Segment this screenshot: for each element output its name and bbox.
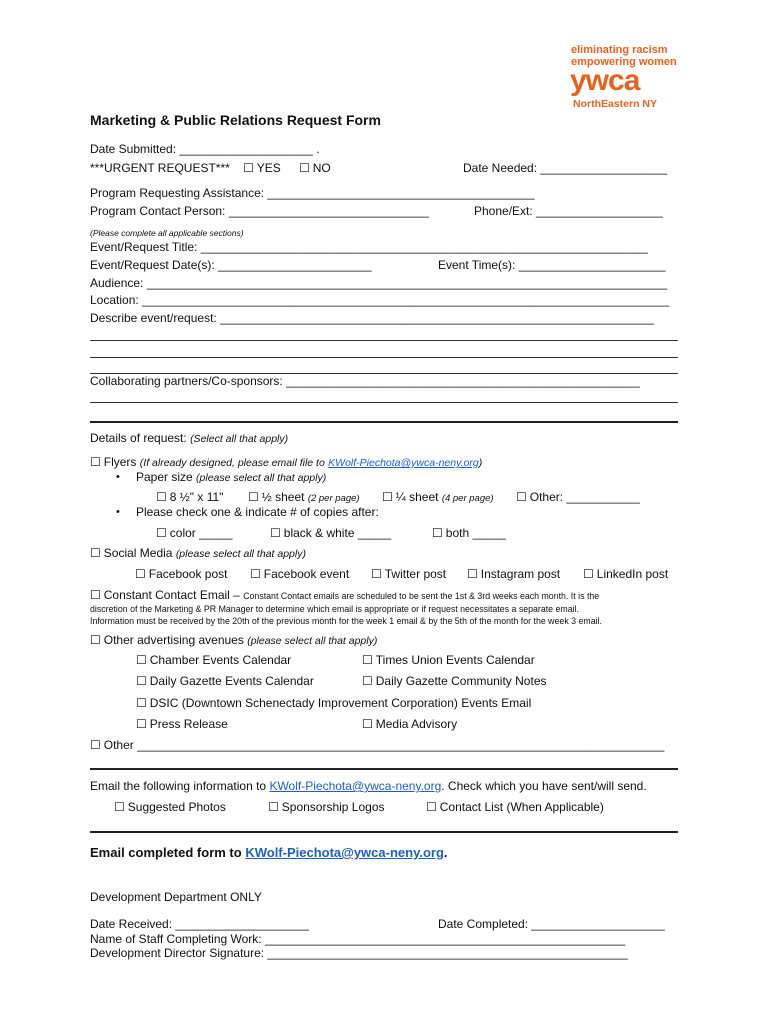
size-half-checkbox[interactable]: ☐ ½ sheet (2 per page): [248, 490, 360, 504]
email-completed-form: Email completed form to KWolf-Piechota@ywca-neny.org.: [90, 845, 448, 860]
details-heading: Details of request: (Select all that apply): [90, 431, 289, 445]
other-advertising-option[interactable]: ☐ Other advertising avenues (please select all that apply): [90, 633, 377, 647]
size-other-checkbox[interactable]: ☐ Other: ___________: [516, 490, 640, 504]
phone-field[interactable]: Phone/Ext: ___________________: [474, 204, 663, 218]
constant-contact-note: Information must be received by the 20th of the previous month for the week 1 email & by the 5th of the month for the week 3 email.: [90, 616, 602, 626]
other-advertising-checkbox[interactable]: ☐ Other advertising avenues: [90, 633, 244, 647]
constant-contact-option[interactable]: ☐ Constant Contact Email – Constant Contact emails are scheduled to be sent the 1st & 3rd weeks each month. It is the: [90, 588, 599, 602]
dsic-checkbox[interactable]: ☐ DSIC (Downtown Schenectady Improvement Corporation) Events Email: [136, 696, 531, 710]
email-link[interactable]: KWolf-Piechota@ywca-neny.org: [245, 845, 444, 860]
staff-name-field[interactable]: Name of Staff Completing Work: ______________________________________________________: [90, 932, 626, 946]
dev-department-heading: Development Department ONLY: [90, 890, 262, 904]
event-times-field[interactable]: Event Time(s): ______________________: [438, 258, 666, 272]
size-letter-checkbox[interactable]: ☐ 8 ½" x 11": [156, 490, 223, 504]
flyers-checkbox[interactable]: ☐ Flyers: [90, 455, 136, 469]
email-instructions: Email the following information to KWolf-Piechota@ywca-neny.org. Check which you have sent/will send.: [90, 779, 647, 793]
facebook-post-checkbox[interactable]: ☐ Facebook post: [135, 567, 227, 581]
suggested-photos-checkbox[interactable]: ☐ Suggested Photos: [114, 800, 226, 814]
constant-contact-checkbox[interactable]: ☐ Constant Contact Email –: [90, 588, 240, 602]
constant-contact-note: discretion of the Marketing & PR Manager to determine which email is appropriate or if request necessitates a separate email.: [90, 604, 579, 614]
urgent-yes-checkbox[interactable]: ☐ YES: [243, 161, 281, 175]
section-divider: [90, 768, 678, 770]
describe-line[interactable]: [90, 357, 678, 358]
instagram-post-checkbox[interactable]: ☐ Instagram post: [467, 567, 560, 581]
describe-field[interactable]: Describe event/request: _________________________________________________________________: [90, 311, 654, 325]
flyers-option[interactable]: ☐ Flyers (If already designed, please email file to KWolf-Piechota@ywca-neny.org): [90, 455, 482, 469]
twitter-post-checkbox[interactable]: ☐ Twitter post: [371, 567, 446, 581]
describe-line[interactable]: [90, 340, 678, 341]
social-media-option[interactable]: ☐ Social Media (please select all that apply): [90, 546, 306, 560]
logo-tagline-2: empowering women: [571, 56, 677, 68]
date-completed-field[interactable]: Date Completed: ____________________: [438, 917, 665, 931]
collaborators-line[interactable]: [90, 402, 678, 403]
contact-list-checkbox[interactable]: ☐ Contact List (When Applicable): [426, 800, 604, 814]
urgent-no-checkbox[interactable]: ☐ NO: [299, 161, 331, 175]
event-dates-field[interactable]: Event/Request Date(s): _______________________: [90, 258, 372, 272]
program-contact-field[interactable]: Program Contact Person: ______________________________: [90, 204, 429, 218]
logo-tagline-1: eliminating racism: [571, 44, 668, 56]
location-field[interactable]: Location: _______________________________________________________________________________: [90, 293, 670, 307]
social-media-checkbox[interactable]: ☐ Social Media: [90, 546, 172, 560]
logo-region: NorthEastern NY: [573, 98, 658, 110]
times-union-checkbox[interactable]: ☐ Times Union Events Calendar: [362, 653, 535, 667]
email-link[interactable]: KWolf-Piechota@ywca-neny.org: [269, 779, 442, 793]
page-title: Marketing & Public Relations Request Form: [90, 112, 381, 128]
paper-size-label: Paper size (please select all that apply): [136, 470, 327, 484]
date-submitted-field[interactable]: Date Submitted: ____________________ .: [90, 142, 320, 156]
section-divider: [90, 421, 678, 423]
collaborators-field[interactable]: Collaborating partners/Co-sponsors: _____________________________________________________: [90, 374, 640, 388]
both-checkbox[interactable]: ☐ both _____: [432, 526, 506, 540]
press-release-checkbox[interactable]: ☐ Press Release: [136, 717, 228, 731]
chamber-calendar-checkbox[interactable]: ☐ Chamber Events Calendar: [136, 653, 291, 667]
date-needed-field[interactable]: Date Needed: ___________________: [463, 161, 668, 175]
program-assistance-field[interactable]: Program Requesting Assistance: ________________________________________: [90, 186, 535, 200]
media-advisory-checkbox[interactable]: ☐ Media Advisory: [362, 717, 457, 731]
sponsorship-logos-checkbox[interactable]: ☐ Sponsorship Logos: [268, 800, 385, 814]
facebook-event-checkbox[interactable]: ☐ Facebook event: [250, 567, 349, 581]
logo-brand: ywca: [570, 64, 640, 97]
date-received-field[interactable]: Date Received: ____________________: [90, 917, 309, 931]
color-checkbox[interactable]: ☐ color _____: [156, 526, 232, 540]
email-link[interactable]: KWolf-Piechota@ywca-neny.org: [328, 457, 479, 469]
event-title-field[interactable]: Event/Request Title: ___________________________________________________________________: [90, 240, 648, 254]
black-white-checkbox[interactable]: ☐ black & white _____: [270, 526, 391, 540]
gazette-events-checkbox[interactable]: ☐ Daily Gazette Events Calendar: [136, 674, 314, 688]
audience-field[interactable]: Audience: ______________________________________________________________________________: [90, 276, 668, 290]
urgent-request-label: ***URGENT REQUEST***: [90, 161, 230, 175]
bullet-icon: •: [116, 506, 120, 518]
gazette-notes-checkbox[interactable]: ☐ Daily Gazette Community Notes: [362, 674, 547, 688]
applicable-sections-note: (Please complete all applicable sections): [90, 228, 244, 238]
linkedin-post-checkbox[interactable]: ☐ LinkedIn post: [583, 567, 668, 581]
director-signature-field[interactable]: Development Director Signature: ______________________________________________________: [90, 946, 628, 960]
size-quarter-checkbox[interactable]: ☐ ¼ sheet (4 per page): [382, 490, 494, 504]
section-divider: [90, 831, 678, 833]
copies-label: Please check one & indicate # of copies after:: [136, 505, 379, 519]
bullet-icon: •: [116, 471, 120, 483]
other-checkbox[interactable]: ☐ Other _______________________________________________________________________________: [90, 738, 664, 752]
